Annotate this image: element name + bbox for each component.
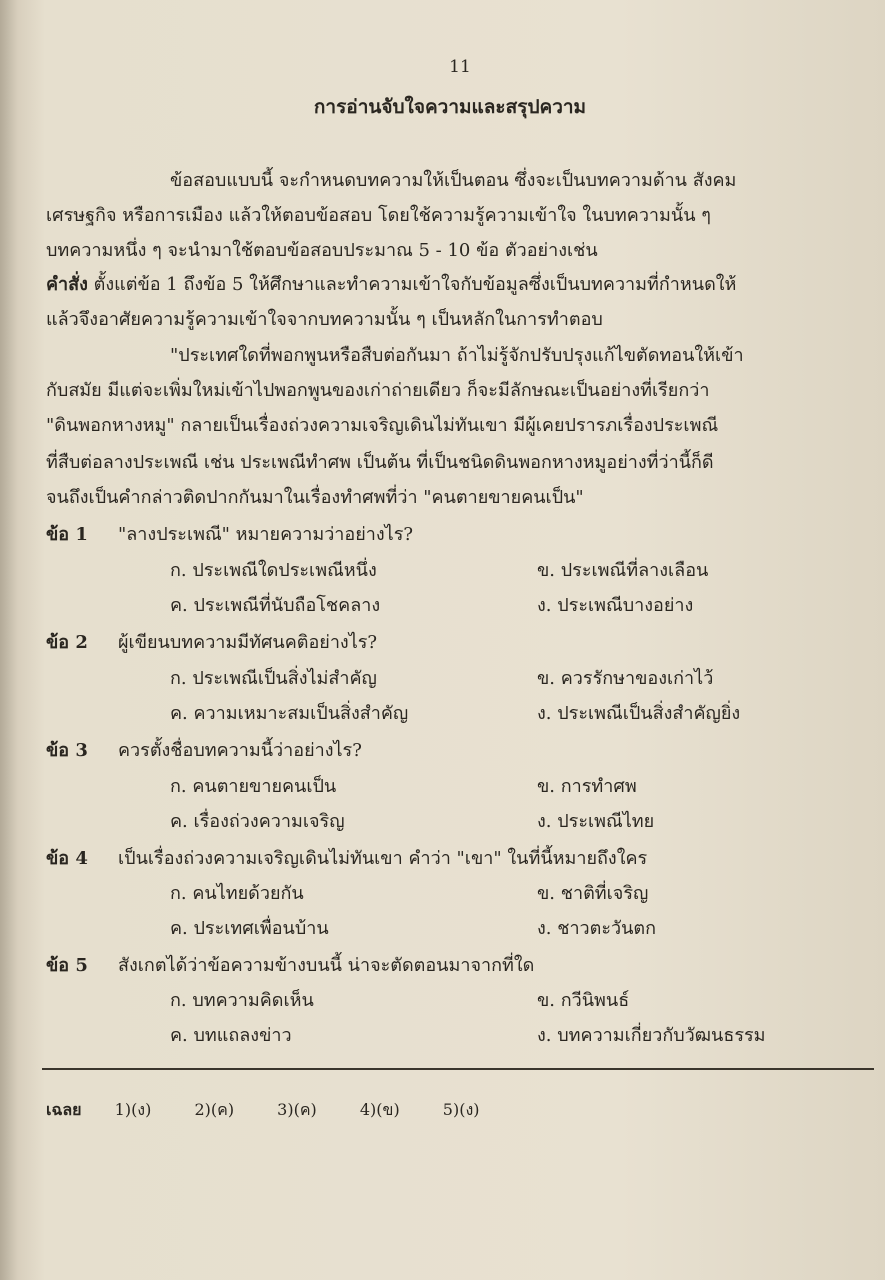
- question-4-number: ข้อ 4: [46, 848, 88, 869]
- page-number: 11: [449, 57, 471, 77]
- question-4-option-b: ข. ชาติที่เจริญ: [537, 883, 649, 904]
- passage-line-4: ที่สืบต่อลางประเพณี เช่น ประเพณีทำศพ เป็นต้น ที่เป็นชนิดดินพอกหางหมูอย่างที่ว่านี้ก็ดี: [46, 452, 714, 473]
- passage-line-1: "ประเทศใดที่พอกพูนหรือสืบต่อกันมา ถ้าไม่รู้จักปรับปรุงแก้ไขตัดทอนให้เข้า: [170, 345, 744, 366]
- question-1-number: ข้อ 1: [46, 524, 88, 545]
- question-5-text: สังเกตได้ว่าข้อความข้างบนนี้ น่าจะตัดตอนมาจากที่ใด: [118, 955, 535, 976]
- question-1-option-a: ก. ประเพณีใดประเพณีหนึ่ง: [170, 560, 377, 581]
- question-5-option-a: ก. บทความคิดเห็น: [170, 990, 314, 1011]
- passage-line-5: จนถึงเป็นคำกล่าวติดปากกันมาในเรื่องทำศพที่ว่า "คนตายขายคนเป็น": [46, 487, 584, 508]
- answer-key: [46, 1098, 518, 1123]
- question-2-text: ผู้เขียนบทความมีทัศนคติอย่างไร?: [118, 632, 378, 653]
- question-5-option-c: ค. บทแถลงข่าว: [170, 1025, 292, 1046]
- passage-line-3: "ดินพอกหางหมู" กลายเป็นเรื่องถ่วงความเจริญเดินไม่ทันเขา มีผู้เคยปรารภเรื่องประเพณี: [46, 415, 719, 436]
- instruction-line-2: แล้วจึงอาศัยความรู้ความเข้าใจจากบทความนั้น ๆ เป็นหลักในการทำตอบ: [46, 309, 603, 330]
- instruction-line-1: [46, 274, 736, 296]
- question-3-number: ข้อ 3: [46, 740, 88, 761]
- question-3-option-c: ค. เรื่องถ่วงความเจริญ: [170, 811, 345, 832]
- question-2-option-d: ง. ประเพณีเป็นสิ่งสำคัญยิ่ง: [537, 703, 741, 724]
- intro-line-3: บทความหนึ่ง ๆ จะนำมาใช้ตอบข้อสอบประมาณ 5 - 10 ข้อ ตัวอย่างเช่น: [46, 240, 598, 261]
- question-4-text: เป็นเรื่องถ่วงความเจริญเดินไม่ทันเขา คำว่า "เขา" ในที่นี้หมายถึงใคร: [118, 848, 648, 869]
- question-2-number: ข้อ 2: [46, 632, 88, 653]
- answer-key-label: เฉลย: [46, 1100, 82, 1119]
- question-5-number: ข้อ 5: [46, 955, 88, 976]
- question-1-option-d: ง. ประเพณีบางอย่าง: [537, 595, 694, 616]
- divider-rule: [42, 1068, 874, 1070]
- passage-line-2: กับสมัย มีแต่จะเพิ่มใหม่เข้าไปพอกพูนของเก่าถ่ายเดียว ก็จะมีลักษณะเป็นอย่างที่เรียกว่า: [46, 380, 710, 401]
- intro-line-1: ข้อสอบแบบนี้ จะกำหนดบทความให้เป็นตอน ซึ่งจะเป็นบทความด้าน สังคม: [170, 170, 737, 191]
- question-5-option-d: ง. บทความเกี่ยวกับวัฒนธรรม: [537, 1025, 766, 1046]
- question-2-option-a: ก. ประเพณีเป็นสิ่งไม่สำคัญ: [170, 668, 377, 689]
- answer-4: 4)(ข): [359, 1100, 400, 1119]
- instruction-text: ตั้งแต่ข้อ 1 ถึงข้อ 5 ให้ศึกษาและทำความเข้าใจกับข้อมูลซึ่งเป็นบทความที่กำหนดให้: [93, 274, 737, 295]
- question-1-option-c: ค. ประเพณีที่นับถือโชคลาง: [170, 595, 381, 616]
- question-2-option-c: ค. ความเหมาะสมเป็นสิ่งสำคัญ: [170, 703, 409, 724]
- question-2-option-b: ข. ควรรักษาของเก่าไว้: [537, 668, 714, 689]
- instruction-label: คำสั่ง: [46, 274, 88, 295]
- question-5-option-b: ข. กวีนิพนธ์: [537, 990, 630, 1011]
- question-3-text: ควรตั้งชื่อบทความนี้ว่าอย่างไร?: [118, 740, 362, 761]
- answer-2: 2)(ค): [194, 1100, 235, 1119]
- question-3-option-b: ข. การทำศพ: [537, 776, 637, 797]
- answer-5: 5)(ง): [442, 1100, 480, 1119]
- question-4-option-d: ง. ชาวตะวันตก: [537, 918, 657, 939]
- question-4-option-c: ค. ประเทศเพื่อนบ้าน: [170, 918, 329, 939]
- answer-3: 3)(ค): [277, 1100, 317, 1119]
- question-1-option-b: ข. ประเพณีที่ลางเลือน: [537, 560, 709, 581]
- question-3-option-d: ง. ประเพณีไทย: [537, 811, 655, 832]
- page-title: การอ่านจับใจความและสรุปความ: [313, 96, 587, 118]
- intro-line-2: เศรษฐกิจ หรือการเมือง แล้วให้ตอบข้อสอบ โดยใช้ความรู้ความเข้าใจ ในบทความนั้น ๆ: [46, 205, 711, 226]
- question-3-option-a: ก. คนตายขายคนเป็น: [170, 776, 337, 797]
- question-1-text: "ลางประเพณี" หมายความว่าอย่างไร?: [118, 524, 414, 545]
- answer-1: 1)(ง): [114, 1100, 152, 1119]
- question-4-option-a: ก. คนไทยด้วยกัน: [170, 883, 304, 904]
